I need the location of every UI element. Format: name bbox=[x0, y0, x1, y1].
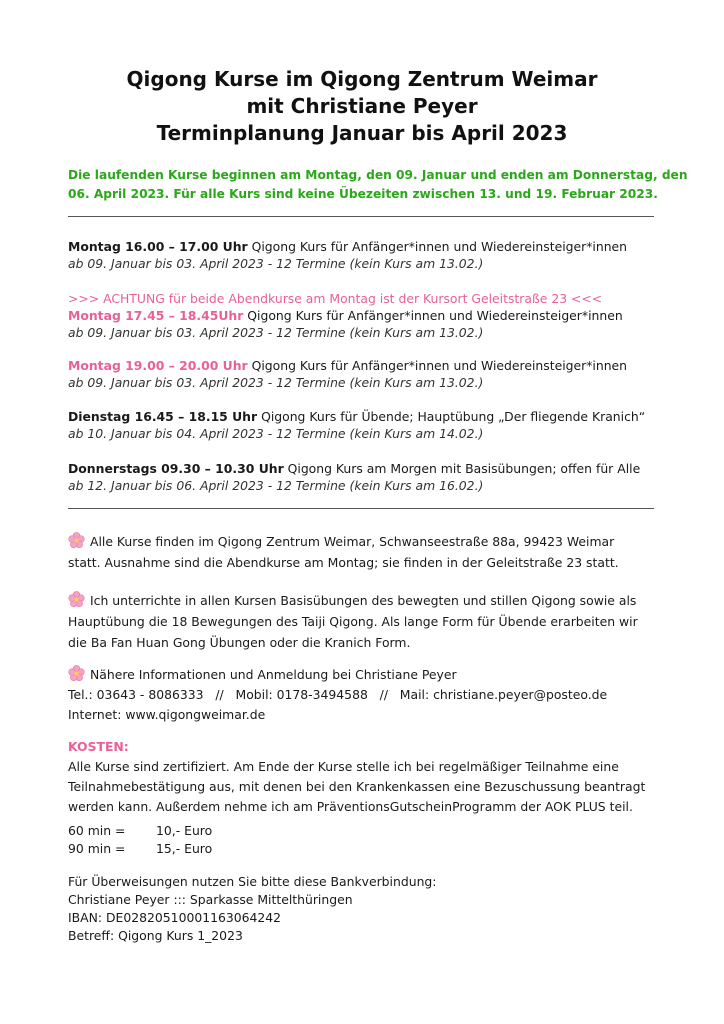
course-entry-1 bbox=[68, 238, 668, 272]
location-warning: >>> ACHTUNG für beide Abendkurse am Montag ist der Kursort Geleitstraße 23 <<< bbox=[68, 291, 603, 306]
bank-iban: IBAN: DE02820510001163064242 bbox=[68, 910, 282, 925]
location-info bbox=[68, 531, 668, 573]
teaching-info bbox=[68, 590, 668, 653]
course-description: Qigong Kurs für Anfänger*innen und Wiedereinsteiger*innen bbox=[247, 239, 628, 254]
course-time: Montag 17.45 – 18.45Uhr bbox=[68, 308, 244, 323]
cherry-blossom-icon bbox=[68, 591, 85, 608]
course-dates: ab 09. Januar bis 03. April 2023 - 12 Termine (kein Kurs am 13.02.) bbox=[68, 325, 484, 340]
kosten-line-3: werden kann. Außerdem nehme ich am PräventionsGutscheinProgramm der AOK PLUS teil. bbox=[68, 799, 633, 814]
kosten-line-1: Alle Kurse sind zertifiziert. Am Ende der Kurse stelle ich bei regelmäßiger Teilnahme eine bbox=[68, 759, 619, 774]
location-info-line-2: statt. Ausnahme sind die Abendkurse am Montag; sie finden in der Geleitstraße 23 statt. bbox=[68, 555, 619, 570]
bank-reference: Betreff: Qigong Kurs 1_2023 bbox=[68, 928, 243, 943]
course-description: Qigong Kurs am Morgen mit Basisübungen; offen für Alle bbox=[283, 461, 641, 476]
course-time: Montag 19.00 – 20.00 Uhr bbox=[68, 358, 248, 373]
contact-website: Internet: www.qigongweimar.de bbox=[68, 707, 266, 722]
kosten-heading: KOSTEN: bbox=[68, 739, 129, 754]
course-dates: ab 09. Januar bis 03. April 2023 - 12 Termine (kein Kurs am 13.02.) bbox=[68, 375, 484, 390]
bank-details bbox=[68, 873, 668, 945]
contact-phones: Tel.: 03643 - 8086333 // Mobil: 0178-3494588 // Mail: christiane.peyer@posteo.de bbox=[68, 687, 608, 702]
course-entry-3 bbox=[68, 357, 668, 391]
course-dates: ab 09. Januar bis 03. April 2023 - 12 Termine (kein Kurs am 13.02.) bbox=[68, 256, 484, 271]
price-duration: 90 min = bbox=[68, 841, 126, 856]
course-time: Dienstag 16.45 – 18.15 Uhr bbox=[68, 409, 258, 424]
course-entry-2 bbox=[68, 290, 668, 341]
contact-heading: Nähere Informationen und Anmeldung bei Christiane Peyer bbox=[90, 667, 457, 682]
title-line-1: Qigong Kurse im Qigong Zentrum Weimar bbox=[126, 67, 598, 91]
teaching-info-line-1: Ich unterrichte in allen Kursen Basisübungen des bewegten und stillen Qigong sowie als bbox=[90, 593, 637, 608]
teaching-info-line-2: Hauptübung die 18 Bewegungen des Taiji Qigong. Als lange Form für Übende erarbeiten wir bbox=[68, 614, 638, 629]
intro-line-1: Die laufenden Kurse beginnen am Montag, den 09. Januar und enden am Donnerstag, den bbox=[68, 168, 688, 182]
price-amount: 15,- Euro bbox=[156, 841, 213, 856]
intro-text bbox=[68, 166, 688, 204]
course-dates: ab 12. Januar bis 06. April 2023 - 12 Termine (kein Kurs am 16.02.) bbox=[68, 478, 484, 493]
course-time: Donnerstags 09.30 – 10.30 Uhr bbox=[68, 461, 284, 476]
course-description: Qigong Kurs für Übende; Hauptübung „Der fliegende Kranich“ bbox=[257, 409, 646, 424]
course-entry-5 bbox=[68, 460, 668, 494]
cherry-blossom-icon bbox=[68, 532, 85, 549]
course-dates: ab 10. Januar bis 04. April 2023 - 12 Termine (kein Kurs am 14.02.) bbox=[68, 426, 484, 441]
price-list bbox=[68, 822, 668, 858]
title-line-2: mit Christiane Peyer bbox=[246, 94, 478, 118]
price-row bbox=[68, 822, 668, 840]
price-duration: 60 min = bbox=[68, 823, 126, 838]
kosten-block bbox=[68, 737, 668, 817]
bank-name: Christiane Peyer ::: Sparkasse Mittelthüringen bbox=[68, 892, 353, 907]
course-description: Qigong Kurs für Anfänger*innen und Wiedereinsteiger*innen bbox=[243, 308, 623, 323]
bank-intro: Für Überweisungen nutzen Sie bitte diese Bankverbindung: bbox=[68, 874, 437, 889]
kosten-line-2: Teilnahmebestätigung aus, mit denen bei den Krankenkassen eine Bezuschussung beantragt bbox=[68, 779, 646, 794]
cherry-blossom-icon bbox=[68, 665, 85, 682]
price-amount: 10,- Euro bbox=[156, 823, 213, 838]
course-entry-4 bbox=[68, 408, 668, 442]
price-row bbox=[68, 840, 668, 858]
title-line-3: Terminplanung Januar bis April 2023 bbox=[156, 121, 568, 145]
divider-top bbox=[68, 216, 654, 217]
contact-block bbox=[68, 665, 668, 725]
course-time: Montag 16.00 – 17.00 Uhr bbox=[68, 239, 248, 254]
location-info-line-1: Alle Kurse finden im Qigong Zentrum Weimar, Schwanseestraße 88a, 99423 Weimar bbox=[90, 534, 615, 549]
intro-line-2: 06. April 2023. Für alle Kurs sind keine Übezeiten zwischen 13. und 19. Februar 2023. bbox=[68, 187, 658, 201]
course-description: Qigong Kurs für Anfänger*innen und Wiedereinsteiger*innen bbox=[247, 358, 628, 373]
teaching-info-line-3: die Ba Fan Huan Gong Übungen oder die Kranich Form. bbox=[68, 635, 411, 650]
divider-bottom bbox=[68, 508, 654, 509]
